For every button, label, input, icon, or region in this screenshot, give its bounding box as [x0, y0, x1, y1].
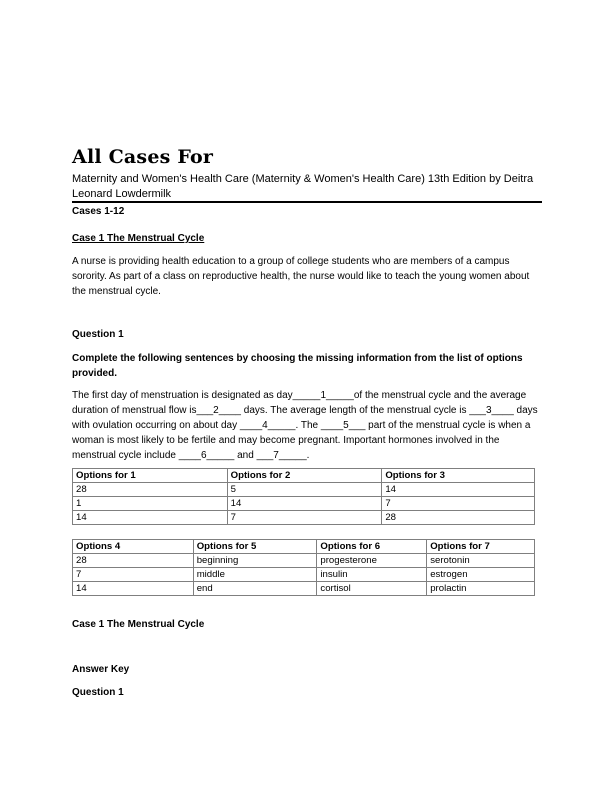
table-header: Options for 3 — [382, 469, 535, 483]
table-row — [73, 497, 535, 511]
table-cell: 7 — [73, 568, 194, 582]
table-cell: 14 — [382, 483, 535, 497]
table-header: Options for 5 — [193, 540, 317, 554]
table-header: Options for 2 — [227, 469, 382, 483]
table-header: Options for 1 — [73, 469, 228, 483]
table-row — [73, 582, 535, 596]
table-cell: 1 — [73, 497, 228, 511]
table-cell: middle — [193, 568, 317, 582]
table-cell: serotonin — [427, 554, 535, 568]
table-cell: 5 — [227, 483, 382, 497]
table-row — [73, 568, 535, 582]
table-cell: prolactin — [427, 582, 535, 596]
question-label: Question 1 — [72, 329, 124, 340]
table-cell: insulin — [317, 568, 427, 582]
table-cell: beginning — [193, 554, 317, 568]
table-cell: cortisol — [317, 582, 427, 596]
table-cell: 14 — [227, 497, 382, 511]
document-title: All Cases For — [72, 146, 214, 168]
table-cell: 7 — [382, 497, 535, 511]
table-header: Options for 7 — [427, 540, 535, 554]
table-cell: 28 — [73, 554, 194, 568]
document-subtitle: Maternity and Women's Health Care (Maternity & Women's Health Care) 13th Edition by Deitra Leonard Lowdermilk — [72, 173, 534, 200]
table-cell: 28 — [73, 483, 228, 497]
question-passage: The first day of menstruation is designated as day_____1_____of the menstrual cycle and the average duration of menstrual flow is___2____ days. The average length of the menstrual cycle is ___3____ days with ovulation occurring on about day ____4_____. The ____5___ part of the menstrual cycle is when a woman is most likely to be fertile and may become pregnant. Important hormones involved in the menstrual cycle include ____6_____ and ___7_____. — [72, 390, 538, 461]
table-header-row — [73, 469, 535, 483]
table-cell: 14 — [73, 511, 228, 525]
table-header: Options 4 — [73, 540, 194, 554]
options-table-2 — [72, 539, 535, 596]
case-heading: Case 1 The Menstrual Cycle — [72, 233, 205, 244]
answer-question-label: Question 1 — [72, 687, 124, 698]
table-row — [73, 554, 535, 568]
table-cell: 14 — [73, 582, 194, 596]
table-cell: end — [193, 582, 317, 596]
title-divider — [72, 201, 542, 203]
answer-case-heading: Case 1 The Menstrual Cycle — [72, 619, 205, 630]
table-cell: 7 — [227, 511, 382, 525]
case-scenario: A nurse is providing health education to a group of college students who are members of a campus sorority. As part of a class on reproductive health, the nurse would like to teach the young women about the menstrual cycle. — [72, 256, 530, 297]
cases-range: Cases 1-12 — [72, 206, 125, 217]
table-header-row — [73, 540, 535, 554]
options-table-1 — [72, 468, 535, 525]
table-cell: progesterone — [317, 554, 427, 568]
table-row — [73, 511, 535, 525]
table-header: Options for 6 — [317, 540, 427, 554]
table-cell: 28 — [382, 511, 535, 525]
table-row — [73, 483, 535, 497]
question-instruction: Complete the following sentences by choosing the missing information from the list of options provided. — [72, 353, 523, 379]
table-cell: estrogen — [427, 568, 535, 582]
answer-key-label: Answer Key — [72, 664, 130, 675]
